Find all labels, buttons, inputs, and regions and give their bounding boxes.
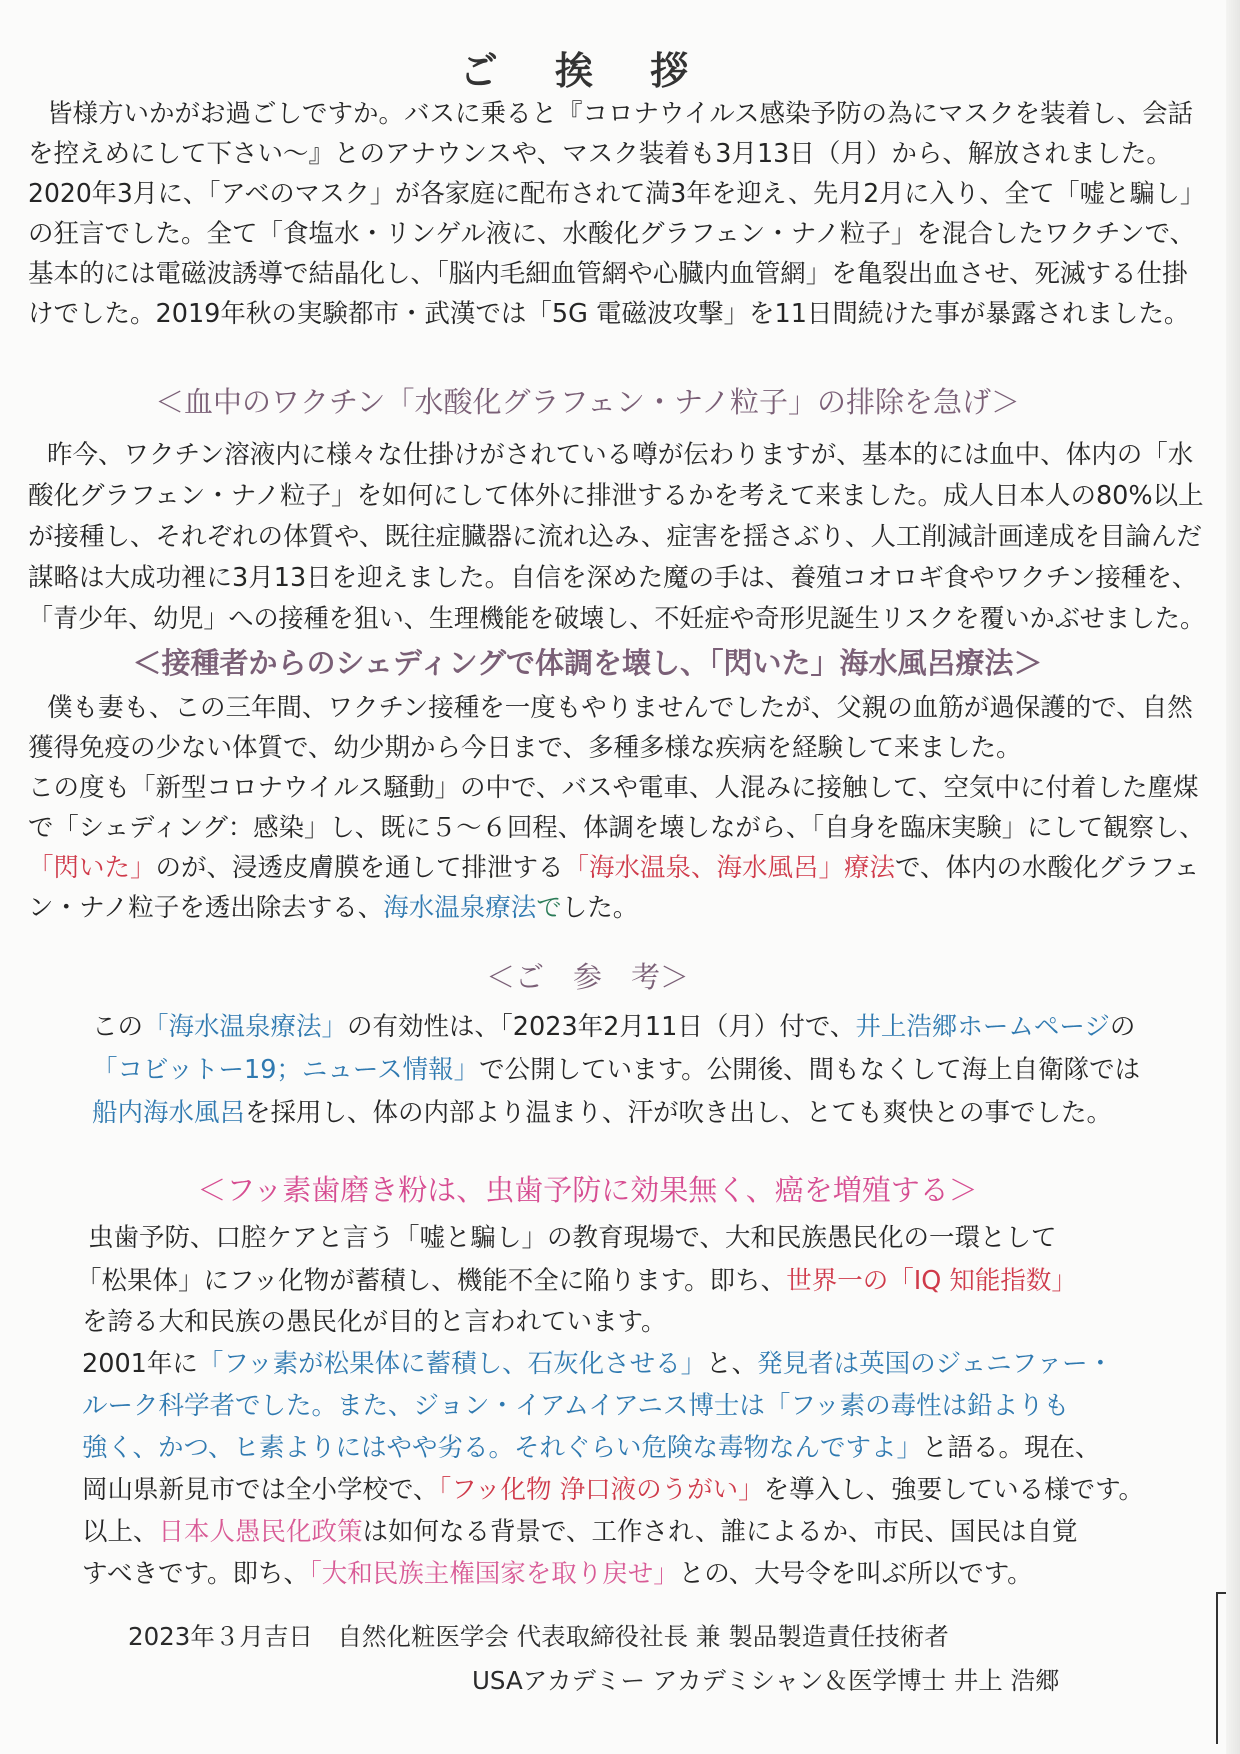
highlight-text: 海水温泉療法 [383, 893, 537, 923]
paragraph-line [82, 1344, 1113, 1384]
highlight-text: で [536, 893, 562, 923]
paragraph-line [28, 888, 638, 928]
paragraph-line [82, 1428, 1101, 1468]
body-text: すべきです。即ち、 [82, 1559, 309, 1589]
body-text: と、 [706, 1349, 758, 1379]
paragraph-line: 昨今、ワクチン溶液内に様々な仕掛けがされている噂が伝わりますが、基本的には血中、体内の「水 [47, 440, 1194, 470]
body-text: との、大号令を叫ぶ所以です。 [678, 1559, 1033, 1589]
highlight-text: 強く、かつ、ヒ素よりにはやや劣る。それぐらい危険な毒物なんですよ」 [82, 1433, 922, 1463]
signature-line: USAアカデミー アカデミシャン＆医学博士 井上 浩郷 [472, 1666, 1060, 1695]
paragraph-line: 基本的には電磁波誘導で結晶化し、「脳内毛細血管網や心臓内血管網」を亀裂出血させ、死滅する仕掛 [28, 259, 1188, 289]
paragraph-line: この度も「新型コロナウイルス騒動」の中で、バスや電車、人混みに接触して、空気中に付着した塵煤 [28, 773, 1199, 803]
paragraph-line: けでした。2019年秋の実験都市・武漢では「5G 電磁波攻撃」を11日間続けた事が暴露されました。 [28, 299, 1190, 329]
paragraph-line: を誇る大和民族の愚民化が目的と言われています。 [82, 1307, 667, 1337]
paragraph-line [92, 1007, 1135, 1047]
body-text: 「松果体」にフッ化物が蓄積し、機能不全に陥ります。即ち、 [76, 1266, 787, 1296]
highlight-text: 発見者は英国のジェニファー・ [757, 1349, 1114, 1379]
body-text: 岡山県新見市では全小学校で、 [82, 1475, 439, 1505]
body-text: の有効性は、「2023年2月11日（月）付で、 [347, 1012, 856, 1042]
highlight-text: 「コビットー19；ニュース情報」 [92, 1055, 480, 1085]
body-text: で公開しています。公開後、間もなくして海上自衛隊では [479, 1055, 1141, 1085]
paragraph-line [82, 1470, 1144, 1510]
paragraph-line [28, 848, 1199, 888]
paragraph-line [82, 1512, 1078, 1552]
paragraph-line: 2020年3月に、「アベのマスク」が各家庭に配布されて満3年を迎え、先月2月に入り、全て「嘘と騙し」 [28, 179, 1205, 209]
paragraph-line: の狂言でした。全て「食塩水・リンゲル液に、水酸化グラフェン・ナノ粒子」を混合したワクチンで、 [28, 219, 1196, 249]
highlight-text: 船内海水風呂 [92, 1098, 246, 1128]
section-heading: ＜ご 参 考＞ [485, 960, 689, 994]
paragraph-line: 虫歯予防、口腔ケアと言う「嘘と騙し」の教育現場で、大和民族愚民化の一環として [88, 1223, 1057, 1253]
highlight-text: 「フッ化物 浄口液のうがい」 [438, 1475, 764, 1505]
body-text: の [1109, 1012, 1136, 1042]
highlight-text: 「フッ素が松果体に蓄積し、石灰化させる」 [197, 1349, 707, 1379]
body-text: この [92, 1012, 144, 1042]
paragraph-line: が接種し、それぞれの体質や、既往症臓器に流れ込み、症害を揺さぶり、人工削減計画達成を目論んだ [28, 522, 1203, 552]
paragraph-line [92, 1093, 1112, 1133]
body-text: ン・ナノ粒子を透出除去する、 [28, 893, 384, 923]
paragraph-line: で「シェディング：感染」し、既に５～６回程、体調を壊しながら、「自身を臨床実験」にして観察し、 [28, 813, 1205, 843]
highlight-text: 「海水温泉、海水風呂」療法 [563, 853, 896, 883]
paragraph-line [76, 1261, 1077, 1301]
paragraph-line: 獲得免疫の少ない体質で、幼少期から今日まで、多種多様な疾病を経験して来ました。 [28, 733, 1022, 763]
paragraph-line: 謀略は大成功裡に3月13日を迎えました。自信を深めた魔の手は、養殖コオロギ食やワクチン接種を、 [28, 563, 1198, 593]
scan-edge-shadow [1226, 0, 1240, 1754]
paragraph-line: 僕も妻も、この三年間、ワクチン接種を一度もやりませんでしたが、父親の血筋が過保護的で、自然 [47, 693, 1193, 723]
body-text: は如何なる背景で、工作され、誰によるか、市民、国民は自覚 [362, 1517, 1078, 1547]
highlight-text: 「閃いた」 [28, 853, 156, 883]
section-heading: ＜血中のワクチン「水酸化グラフェン・ナノ粒子」の排除を急げ＞ [154, 385, 1021, 419]
body-text: 以上、 [82, 1517, 159, 1547]
paragraph-line: ルーク科学者でした。また、ジョン・イアムイアニス博士は「フッ素の毒性は鉛よりも [82, 1391, 1070, 1421]
body-text: と語る。現在、 [921, 1433, 1101, 1463]
paragraph-line: 酸化グラフェン・ナノ粒子」を如何にして体外に排泄するかを考えて来ました。成人日本人の80%以上 [28, 481, 1204, 511]
paragraph-line: 「青少年、幼児」への接種を狙い、生理機能を破壊し、不妊症や奇形児誕生リスクを覆いかぶせました。 [28, 604, 1206, 634]
section-heading: ＜フッ素歯磨き粉は、虫歯予防に効果無く、癌を増殖する＞ [197, 1173, 978, 1207]
highlight-text: 世界一の「IQ 知能指数」 [786, 1266, 1077, 1296]
body-text: を導入し、強要している様です。 [763, 1475, 1145, 1505]
highlight-text: 日本人愚民化政策 [158, 1517, 363, 1547]
body-text: を採用し、体の内部より温まり、汗が吹き出し、とても爽快との事でした。 [245, 1098, 1113, 1128]
highlight-text: 「大和民族主権国家を取り戻せ」 [308, 1559, 679, 1589]
scan-crop-mark [1216, 1592, 1226, 1744]
body-text: した。 [561, 893, 639, 923]
paragraph-line [82, 1554, 1033, 1594]
page-title: ご 挨 拶 [459, 49, 711, 93]
section-heading: ＜接種者からのシェディングで体調を壊し、「閃いた」海水風呂療法＞ [132, 646, 1043, 680]
paragraph-line: を控えめにして下さい～』とのアナウンスや、マスク装着も3月13日（月）から、解放されました。 [28, 139, 1172, 169]
paragraph-line [92, 1050, 1140, 1090]
signature-line: 2023年３月吉日 自然化粧医学会 代表取締役社長 兼 製品製造責任技術者 [128, 1622, 949, 1651]
body-text: のが、浸透皮膚膜を通して排泄する [155, 853, 564, 883]
highlight-text: 井上浩郷ホームページ [855, 1012, 1110, 1042]
paragraph-line: 皆様方いかがお過ごしですか。バスに乗ると『コロナウイルス感染予防の為にマスクを装着し、会話 [47, 99, 1193, 129]
body-text: で、体内の水酸化グラフェ [895, 853, 1200, 883]
highlight-text: 「海水温泉療法」 [143, 1012, 348, 1042]
body-text: 2001年に [82, 1349, 198, 1379]
